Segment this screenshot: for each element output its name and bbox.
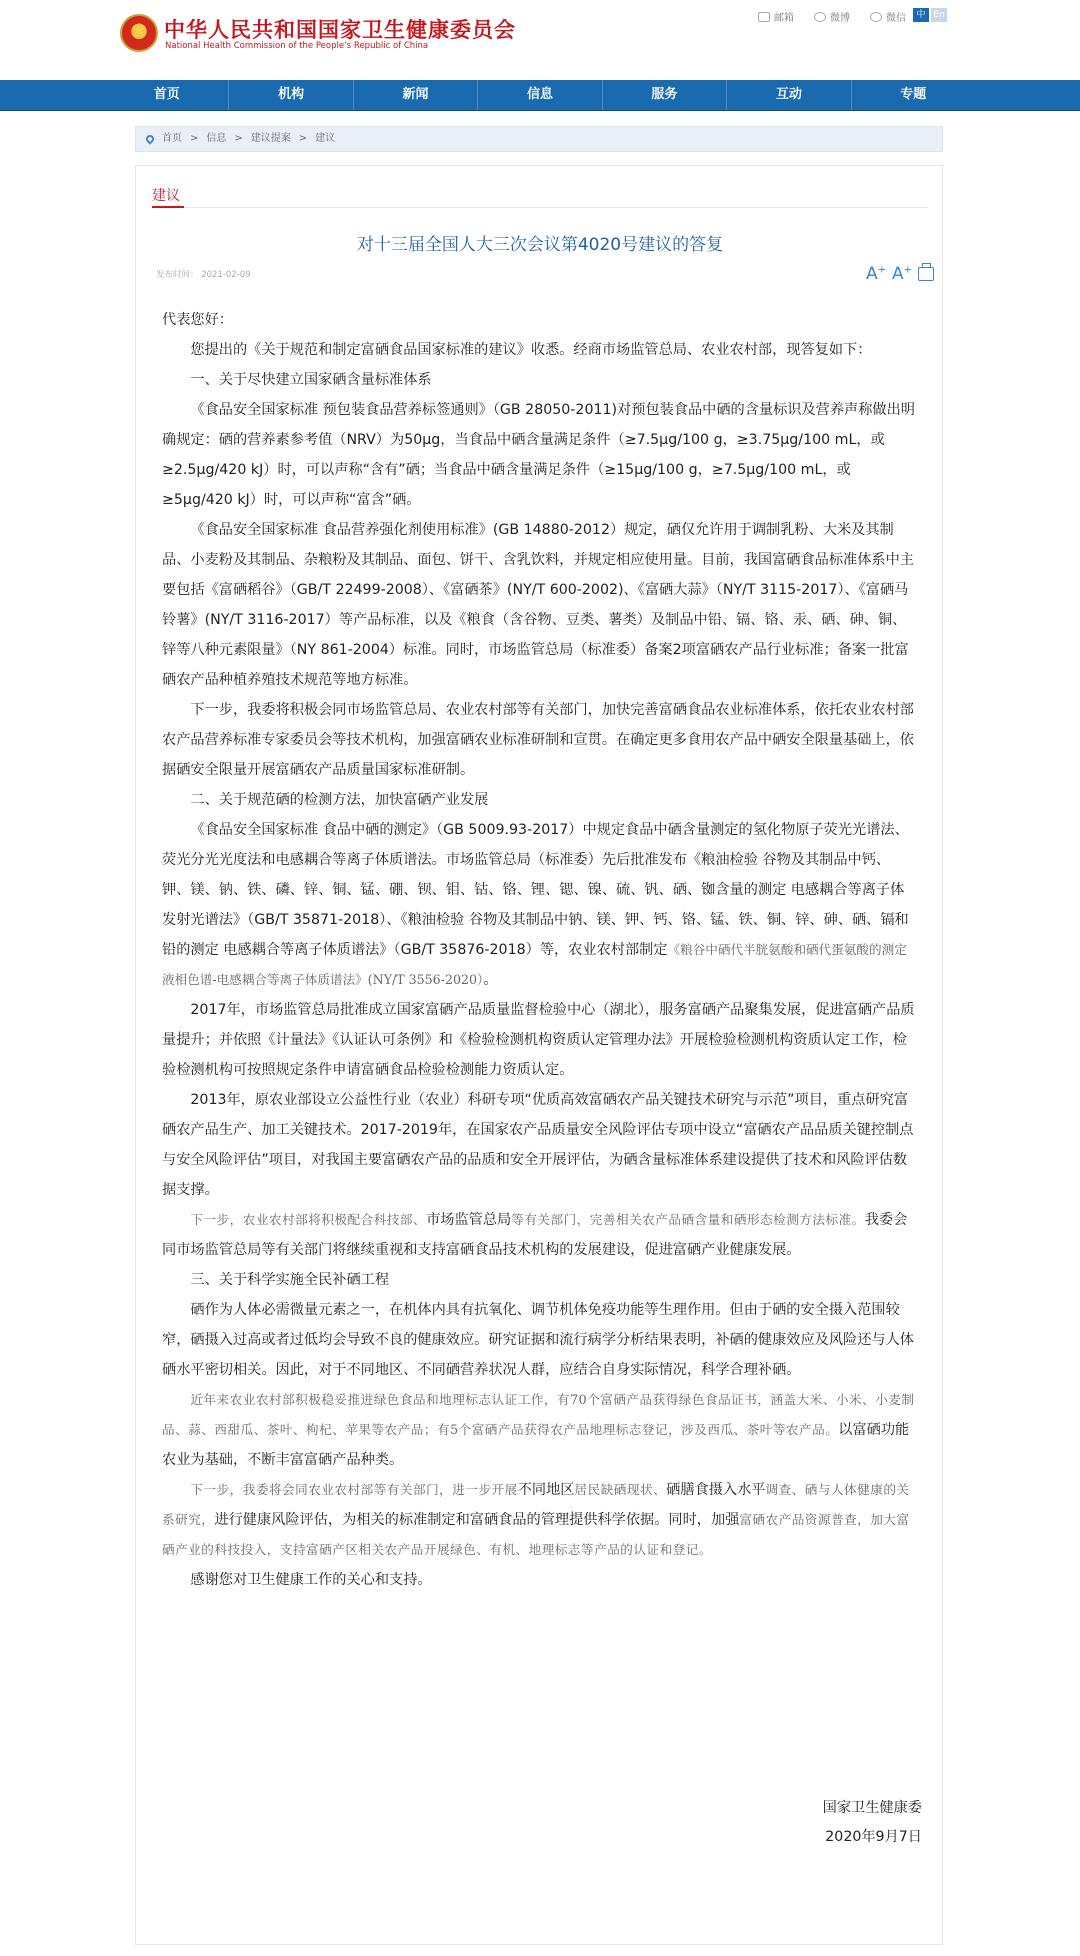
mail-icon xyxy=(758,12,770,22)
national-emblem-icon: ★ xyxy=(120,14,158,52)
section-divider xyxy=(152,207,928,208)
paragraph: 下一步，我委将会同农业农村部等有关部门，进一步开展不同地区居民缺硒现状、硒膳食摄入水平调查、硒与人体健康的关系研究，进行健康风险评估，为相关的标准制定和富硒食品的管理提供科学依据。同时，加强富硒农产品资源普查，加大富硒产业的科技投入，支持富硒产区相关农产品开展绿色、有机、地理标志等产品的认证和登记。 xyxy=(162,1482,910,1557)
breadcrumb-proposals[interactable]: 建议提案 xyxy=(250,133,291,144)
main-nav xyxy=(0,80,1080,111)
font-decrease-button[interactable]: A+ xyxy=(892,264,913,284)
nav-interaction[interactable]: 互动 xyxy=(727,80,851,110)
paragraph: 硒作为人体必需微量元素之一，在机体内具有抗氧化、调节机体免疫功能等生理作用。但由于硒的安全摄入范围较窄，硒摄入过高或者过低均会导致不良的健康效应。研究证据和流行病学分析结果表明，补硒的健康效应及风险还与人体硒水平密切相关。因此，对于不同地区、不同硒营养状况人群，应结合自身实际情况，科学合理补硒。 xyxy=(162,1302,914,1378)
closing: 感谢您对卫生健康工作的关心和支持。 xyxy=(190,1572,432,1588)
signature-date: 2020年9月7日 xyxy=(825,1829,922,1845)
paragraph: 近年来农业农村部积极稳妥推进绿色食品和地理标志认证工作，有70个富硒产品获得绿色食品证书，涵盖大米、小米、小麦制品、蒜、西甜瓜、茶叶、枸杞、苹果等农产品；有5个富硒产品获得农产品地理标志登记，涉及西瓜、茶叶等农产品。以富硒功能农业为基础，不断丰富富硒产品种类。 xyxy=(162,1392,915,1468)
breadcrumb-current: 建议 xyxy=(315,133,336,144)
nav-topics[interactable]: 专题 xyxy=(900,87,927,102)
page-title: 对十三届全国人大三次会议第4020号建议的答复 xyxy=(356,235,724,255)
paragraph: 您提出的《关于规范和制定富硒食品国家标准的建议》收悉。经商市场监管总局、农业农村部，现答复如下： xyxy=(190,342,872,358)
section-title: 建议 xyxy=(152,188,180,204)
nav-organization[interactable]: 机构 xyxy=(229,80,353,110)
lang-en-button[interactable]: En xyxy=(931,8,947,22)
site-name-en: National Health Commission of the People’s Republic of China xyxy=(165,41,429,51)
weibo-icon xyxy=(814,12,826,22)
location-pin-icon xyxy=(144,133,155,144)
paragraph: 2017年，市场监管总局批准成立国家富硒产品质量监督检验中心（湖北），服务富硒产品聚集发展，促进富硒产品质量提升；并依照《计量法》《认证认可条例》和《检验检测机构资质认定管理办法》开展检验检测机构资质认定工作，检验检测机构可按照规定条件申请富硒食品检验检测能力资质认定。 xyxy=(162,1002,915,1078)
paragraph: 下一步，农业农村部将积极配合科技部、市场监管总局等有关部门，完善相关农产品硒含量和硒形态检测方法标准。我委会同市场监管总局等有关部门将继续重视和支持富硒食品技术机构的发展建设，促进富硒产业健康发展。 xyxy=(162,1212,908,1258)
print-icon[interactable] xyxy=(918,267,934,281)
nav-service[interactable]: 服务 xyxy=(603,80,727,110)
publish-date: 发布时间： 2021-02-09 xyxy=(156,270,251,280)
paragraph: 《食品安全国家标准 预包装食品营养标签通则》（GB 28050-2011)对预包装食品中硒的含量标识及营养声称做出明确规定：硒的营养素参考值（NRV）为50μg，当食品中硒含量满足条件（≥7.5μg/100 g，≥3.75μg/100 mL，或≥2.5μg/420 kJ）时，可以声称“含有”硒；当食品中硒含量满足条件（≥15μg/100 g，≥7.5μg/100 mL，或≥5μg/420 kJ）时，可以声称“富含”硒。 xyxy=(162,402,915,508)
article-body xyxy=(162,305,918,1595)
nav-news[interactable]: 新闻 xyxy=(354,80,478,110)
nav-home[interactable]: 首页 xyxy=(105,80,229,110)
site-header xyxy=(0,0,1080,80)
signature-org: 国家卫生健康委 xyxy=(822,1800,922,1816)
paragraph: 2013年，原农业部设立公益性行业（农业）科研专项“优质高效富硒农产品关键技术研究与示范”项目，重点研究富硒农产品生产、加工关键技术。2017-2019年，在国家农产品质量安全风险评估专项中设立“富硒农产品品质关键控制点与安全风险评估”项目，对我国主要富硒农产品的品质和安全开展评估，为硒含量标准体系建设提供了技术和风险评估数据支撑。 xyxy=(162,1092,914,1198)
section-heading: 一、关于尽快建立国家硒含量标准体系 xyxy=(190,372,432,388)
greeting: 代表您好： xyxy=(162,312,233,328)
lang-cn-button[interactable]: 中 xyxy=(913,8,929,22)
paragraph: 下一步，我委将积极会同市场监管总局、农业农村部等有关部门，加快完善富硒食品农业标准体系，依托农业农村部农产品营养标准专家委员会等技术机构，加强富硒农业标准研制和宣贯。在确定更多食用农产品中硒安全限量基础上，依据硒安全限量开展富硒农产品质量国家标准研制。 xyxy=(162,702,914,778)
nav-information[interactable]: 信息 xyxy=(478,80,602,110)
section-divider-accent xyxy=(152,206,184,208)
breadcrumb-info[interactable]: 信息 xyxy=(206,133,227,144)
section-heading: 二、关于规范硒的检测方法，加快富硒产业发展 xyxy=(190,792,489,808)
paragraph: 《食品安全国家标准 食品营养强化剂使用标准》(GB 14880-2012）规定，硒仅允许用于调制乳粉、大米及其制品、小麦粉及其制品、杂粮粉及其制品、面包、饼干、含乳饮料，并规定相应使用量。目前，我国富硒食品标准体系中主要包括《富硒稻谷》（GB/T 22499-2008）、《富硒茶》(NY/T 600-2002)、《富硒大蒜》（NY/T 3115-2017）、《富硒马铃薯》(NY/T 3116-2017）等产品标准，以及《粮食（含谷物、豆类、薯类）及制品中铅、镉、铬、汞、硒、砷、铜、锌等八种元素限量》（NY 861-2004）标准。同时，市场监管总局（标准委）备案2项富硒农产品行业标准；备案一批富硒农产品种植养殖技术规范等地方标准。 xyxy=(162,522,914,688)
weibo-link[interactable]: 微博 xyxy=(814,9,850,24)
section-heading: 三、关于科学实施全民补硒工程 xyxy=(190,1272,390,1288)
wechat-icon xyxy=(870,12,882,22)
mail-link[interactable]: 邮箱 xyxy=(758,9,794,24)
font-increase-button[interactable]: A+ xyxy=(866,264,887,284)
breadcrumb-home[interactable]: 首页 xyxy=(162,133,182,144)
paragraph: 《食品安全国家标准 食品中硒的测定》（GB 5009.93-2017）中规定食品中硒含量测定的氢化物原子荧光光谱法、荧光分光光度法和电感耦合等离子体质谱法。市场监管总局（标准委）先后批准发布《粮油检验 谷物及其制品中钙、钾、镁、钠、铁、磷、锌、铜、锰、硼、钡、钼、钴、铬、锂、锶、镍、硫、钒、硒、铷含量的测定 电感耦合等离子体发射光谱法》（GB/T 35871-2018）、《粮油检验 谷物及其制品中钠、镁、钾、钙、铬、锰、铁、铜、锌、砷、硒、镉和铅的测定 电感耦合等离子体质谱法》（GB/T 35876-2018）等，农业农村部制定《粮谷中硒代半胱氨酸和硒代蛋氨酸的测定 液相色谱-电感耦合等离子体质谱法》(NY/T 3556-2020）。 xyxy=(162,822,909,988)
site-name-cn[interactable]: 中华人民共和国国家卫生健康委员会 xyxy=(164,18,516,42)
article-tools xyxy=(866,264,934,284)
wechat-link[interactable]: 微信 xyxy=(870,9,906,24)
breadcrumb: 首页 > 信息 > 建议提案 > 建议 xyxy=(135,126,943,152)
top-links xyxy=(758,9,906,24)
